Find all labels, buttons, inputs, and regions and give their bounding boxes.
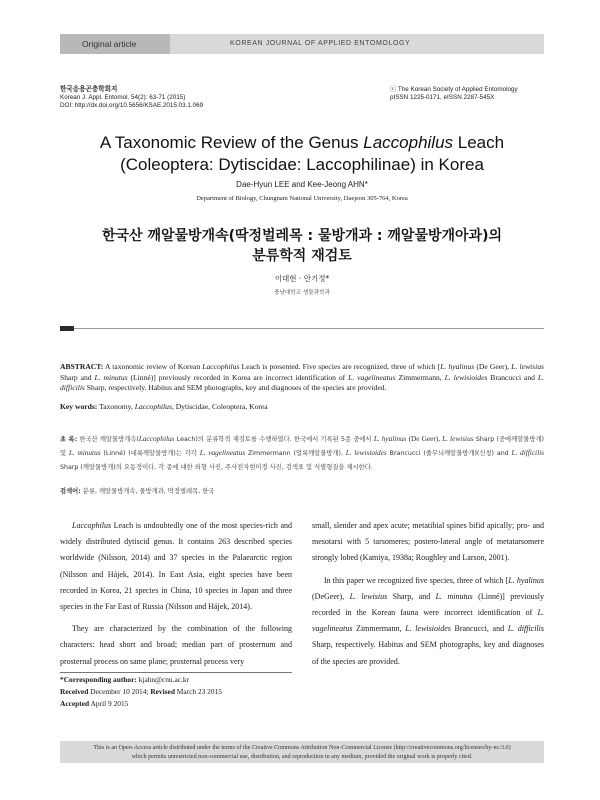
body-text: (Linné)] previously recorded in the Korean fauna were incorrect identification of [312, 591, 544, 618]
korean-keywords-text: 분류, 깨알물방개속, 물방개과, 딱정벌레목, 한국 [80, 488, 215, 495]
body-taxon: L. lewisius [349, 591, 388, 601]
abstract-taxon: L. difficilis [60, 372, 544, 392]
korean-abstract-taxon: L. lewisius [442, 434, 474, 443]
korean-abstract [60, 432, 544, 474]
header-bar [60, 34, 544, 54]
body-taxon: L. difficilis [507, 624, 544, 634]
body-text: In this paper we recognized five species, three of which [ [324, 575, 509, 585]
copyright: ⓒ The Korean Society of Applied Entomology [390, 86, 518, 93]
license-line-2: which permits unrestricted non-commercial use, distribution, and reproduction in any medium, provided the original work is properly cited. [131, 754, 473, 760]
korean-authors: 이대현 · 안기정* [274, 274, 330, 283]
correspondence-block [60, 674, 300, 710]
corresponding-author-label: *Corresponding author: [60, 675, 137, 684]
affiliation: Department of Biology, Chungnam National University, Daejeon 305-764, Korea [196, 195, 408, 202]
abstract-taxon: L. hyalinus [440, 362, 475, 371]
paper-title [60, 132, 544, 176]
body-taxon: L. vagelineatus [312, 608, 544, 634]
korean-keywords-label: 검색어: [60, 488, 81, 495]
abstract-text: Zimmermann, [395, 372, 445, 382]
received-label: Received [60, 687, 89, 696]
korean-affiliation: 충남대학교 생물과학과 [274, 290, 330, 296]
section-divider [60, 328, 544, 329]
keywords-text: , Dytiscidae, Coleoptera, Korea [171, 402, 268, 411]
body-text: Zimmermann, [352, 624, 406, 634]
korean-abstract-text: (De Geer), [406, 434, 443, 443]
body-taxon: L. lewisioides [405, 624, 451, 634]
abstract-taxon: L. lewisius [511, 362, 544, 371]
accepted-label: Accepted [60, 699, 90, 708]
doi-link[interactable]: DOI: http://dx.doi.org/10.5656/KSAE.2015.03.1.069 [60, 102, 204, 109]
korean-title-line-2: 분류학적 재검토 [252, 248, 352, 264]
korean-abstract-taxon: L. difficilis [511, 448, 544, 457]
korean-abstract-text: 한국산 깨알물방개속( [77, 436, 139, 443]
korean-journal-name: 한국응용곤충학회지 [60, 86, 118, 93]
abstract-taxon: L. lewisioides [444, 372, 488, 382]
korean-abstract-text: Leach)의 분류학적 재검토를 수행하였다. 한국에서 기록된 5종 중에서 [174, 436, 374, 443]
license-line-1: This is an Open-Access article distributed under the terms of the Creative Commons Attribution Non-Commercial License (http://creativecommons.org/licenses/by-nc/3.0) [93, 745, 511, 751]
keywords-label: Key words: [60, 402, 98, 411]
korean-abstract-text: Sharp (중에깨알물방개) 및 [60, 436, 544, 457]
keywords [60, 402, 544, 413]
body-paragraph [312, 573, 544, 670]
issn: pISSN 1225-0171, eISSN 2287-545X [390, 94, 495, 101]
body-text: (DeGeer), [312, 591, 350, 601]
korean-abstract-taxon: L. lewisioides [345, 448, 387, 457]
abstract-text: (Linné)] previously recorded in Korea are incorrect identification of [127, 372, 349, 382]
body-text: Leach is undoubtedly one of the most species-rich and widely distributed dytiscid genus. It contains 263 described species worldwide (Nilsson, 2014) and 37 species in the Palaearctic region (Nilsson and Hájek, 2014). In East Asia, eight species have been recorded in Korea, 21 species in China, 10 species in Japan and three species in the Far East of Russia (Nilsson and Hájek, 2014). [60, 521, 292, 612]
title-text: A Taxonomic Review of the Genus [99, 133, 364, 152]
revised-label: Revised [150, 687, 175, 696]
abstract-text: A taxonomic review of Korean [103, 362, 203, 371]
body-taxon: L. hyalinus [508, 575, 545, 585]
body-text: Brancucci, and [450, 624, 508, 634]
abstract-taxon: Laccophilus [202, 362, 240, 371]
korean-abstract-taxon: Laccophilus [138, 434, 175, 443]
korean-abstract-taxon: L. hyalinus [373, 434, 407, 443]
authors: Dae-Hyun LEE and Kee-Jeong AHN* [236, 180, 368, 189]
abstract-text: (De Geer), [474, 362, 512, 371]
abstract-taxon: L. vagelineatus [348, 372, 396, 382]
article-type-label: Original article [60, 34, 170, 54]
body-paragraph [60, 518, 292, 615]
divider-accent [60, 326, 74, 331]
body-paragraph: They are characterized by the combination of the following characters: head short and broad; median part of prosternum and prosternal process on same plane; prosternal process very [60, 624, 292, 666]
body-text: Sharp, and [387, 591, 436, 601]
korean-title [60, 226, 544, 266]
abstract-text: Sharp, respectively. Habitus and SEM photographs, key and diagnoses of the species are provided. [84, 383, 387, 392]
body-text: Sharp, respectively. Habitus and SEM photographs, key and diagnoses of the species are provided. [312, 640, 544, 666]
citation-block [60, 86, 203, 110]
title-genus: Laccophilus [363, 133, 454, 152]
korean-abstract-taxon: L. minutus [68, 448, 101, 457]
korean-abstract-taxon: L. vagelineatus [199, 448, 246, 457]
title-text-end: Leach [453, 133, 505, 152]
korean-abstract-text: (Linné) (대륙깨알물방개)는 각각 [100, 450, 200, 457]
abstract-text: Leach is presented. Five species are recognized, three of which [ [239, 362, 441, 371]
keywords-text: Taxonomy, [97, 402, 135, 411]
korean-abstract-text: Brancucci (줄무늬깨알물방개)(신칭) and [386, 450, 512, 457]
abstract-text: Brancucci and [487, 372, 538, 382]
korean-abstract-text: Sharp (깨알물방개)의 오동정이다. 각 종에 대한 외형 사진, 주사전자현미경 사진, 검색표 및 식별형질을 제시한다. [60, 464, 373, 471]
korean-abstract-label: 초 록: [60, 436, 78, 443]
title-line-2: (Coleoptera: Dytiscidae: Laccophilinae) in Korea [120, 155, 484, 174]
revised-date: March 23 2015 [174, 687, 222, 696]
received-date: December 10 2014; [88, 687, 151, 696]
body-taxon: L. minutus [435, 591, 473, 601]
keywords-taxon: Laccophilus [134, 402, 172, 411]
korean-title-line-1: 한국산 깨알물방개속(딱정벌레목 : 물방개과 : 깨알물방개아과)의 [102, 228, 502, 244]
accepted-date: April 9 2015 [89, 699, 129, 708]
body-taxon: Laccophilus [72, 521, 112, 530]
corresponding-email[interactable]: kjahn@cnu.ac.kr [136, 675, 190, 684]
abstract [60, 362, 544, 394]
abstract-text: Sharp and [60, 372, 95, 382]
citation: Korean J. Appl. Entomol. 54(2): 63-71 (2015) [60, 94, 186, 101]
license-footer [60, 741, 544, 763]
footnote-divider [60, 672, 292, 673]
abstract-label: ABSTRACT: [60, 362, 104, 371]
copyright-block [390, 86, 540, 102]
korean-abstract-text: Zimmermann (얼룩깨알물방개), [245, 450, 346, 457]
body-left-column [60, 518, 292, 676]
body-right-column [312, 518, 544, 676]
abstract-taxon: L. minutus [94, 372, 128, 382]
korean-keywords [60, 486, 544, 495]
body-paragraph: small, slender and apex acute; metatibial spines bifid apically; pro- and mesotarsi with 5 tarsomeres; postero-lateral angle of metatarsomere strongly lobed (Kamiya, 1938a; Roughley and Larson, 2001). [312, 521, 544, 563]
journal-name: KOREAN JOURNAL OF APPLIED ENTOMOLOGY [230, 40, 411, 47]
